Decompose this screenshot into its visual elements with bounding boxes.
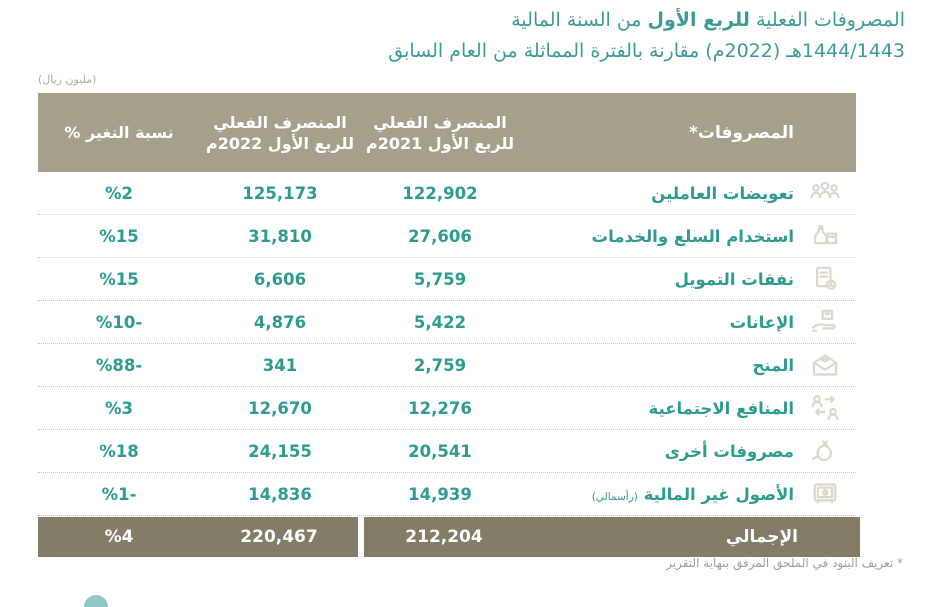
value-2021: 14,939 — [408, 484, 472, 504]
change-value: %88- — [95, 355, 143, 375]
title-line2: 1444/1443هـ (2022م) مقارنة بالفترة المماثلة من العام السابق — [388, 40, 905, 62]
change-value: %2 — [104, 183, 133, 203]
footnote: * تعريف البنود في الملحق المرفق بنهاية التقرير — [666, 556, 903, 570]
row-label: استخدام السلع والخدمات — [591, 226, 794, 246]
row-label: المنافع الاجتماعية — [648, 398, 794, 418]
value-2021: 5,759 — [413, 269, 467, 289]
change-value: %18 — [99, 441, 139, 461]
subsidies-icon — [794, 303, 856, 341]
social-benefits-icon — [794, 389, 856, 427]
value-2022: 125,173 — [242, 183, 318, 203]
financing-expenses-icon — [794, 260, 856, 298]
value-2022: 341 — [262, 355, 298, 375]
total-value-2022: 220,467 — [240, 527, 318, 547]
value-2022: 12,670 — [248, 398, 312, 418]
row-label: الأصول غير المالية (رأسمالي) — [591, 484, 794, 504]
change-value: %15 — [99, 226, 139, 246]
title-bold-quarter: للربع الأول — [647, 9, 750, 31]
employees-icon — [794, 174, 856, 212]
value-2021: 2,759 — [413, 355, 467, 375]
row-label: تعويضات العاملين — [651, 183, 794, 203]
table-row — [38, 258, 856, 301]
header-cell-2021: المنصرف الفعلي للربع الأول 2021م — [365, 112, 515, 153]
value-2022: 24,155 — [248, 441, 312, 461]
total-label: الإجمالي — [725, 527, 798, 547]
value-2021: 27,606 — [408, 226, 472, 246]
grants-icon — [794, 346, 856, 384]
row-label: الإعانات — [729, 312, 794, 332]
change-value: %10- — [95, 312, 143, 332]
page-bottom-glyph — [84, 595, 108, 607]
table-row — [38, 473, 856, 516]
header-cell-change: نسبة التغير % — [64, 123, 174, 142]
value-2021: 122,902 — [402, 183, 478, 203]
nonfinancial-assets-icon — [794, 475, 856, 513]
table-header — [38, 93, 856, 172]
row-label: المنح — [752, 355, 794, 375]
total-change-value: %4 — [104, 527, 134, 547]
value-2021: 5,422 — [413, 312, 467, 332]
change-value: %3 — [104, 398, 133, 418]
row-label: نفقات التمويل — [674, 269, 794, 289]
unit-note: (مليون ريال) — [38, 73, 97, 86]
expenses-table — [38, 93, 856, 557]
table-row — [38, 387, 856, 430]
other-expenses-icon — [794, 432, 856, 470]
value-2021: 12,276 — [408, 398, 472, 418]
value-2021: 20,541 — [408, 441, 472, 461]
table-row — [38, 215, 856, 258]
title-line1: المصروفات الفعلية للربع الأول من السنة المالية — [511, 9, 905, 31]
row-label-suffix: (رأسمالي) — [591, 490, 638, 503]
table-row — [38, 430, 856, 473]
table-row — [38, 301, 856, 344]
change-value: %1- — [101, 484, 137, 504]
goods-services-icon — [794, 217, 856, 255]
total-left-block — [38, 517, 358, 557]
change-value: %15 — [99, 269, 139, 289]
page-title — [180, 5, 905, 67]
total-value-2021: 212,204 — [405, 527, 483, 547]
value-2022: 6,606 — [253, 269, 307, 289]
header-cell-expenses: المصروفات* — [689, 122, 794, 143]
table-row — [38, 344, 856, 387]
value-2022: 14,836 — [248, 484, 312, 504]
value-2022: 31,810 — [248, 226, 312, 246]
value-2022: 4,876 — [253, 312, 307, 332]
total-right-block — [364, 517, 860, 557]
header-cell-2022: المنصرف الفعلي للربع الأول 2022م — [205, 112, 355, 153]
row-label: مصروفات أخرى — [664, 441, 794, 461]
total-row — [38, 517, 856, 557]
table-row — [38, 172, 856, 215]
